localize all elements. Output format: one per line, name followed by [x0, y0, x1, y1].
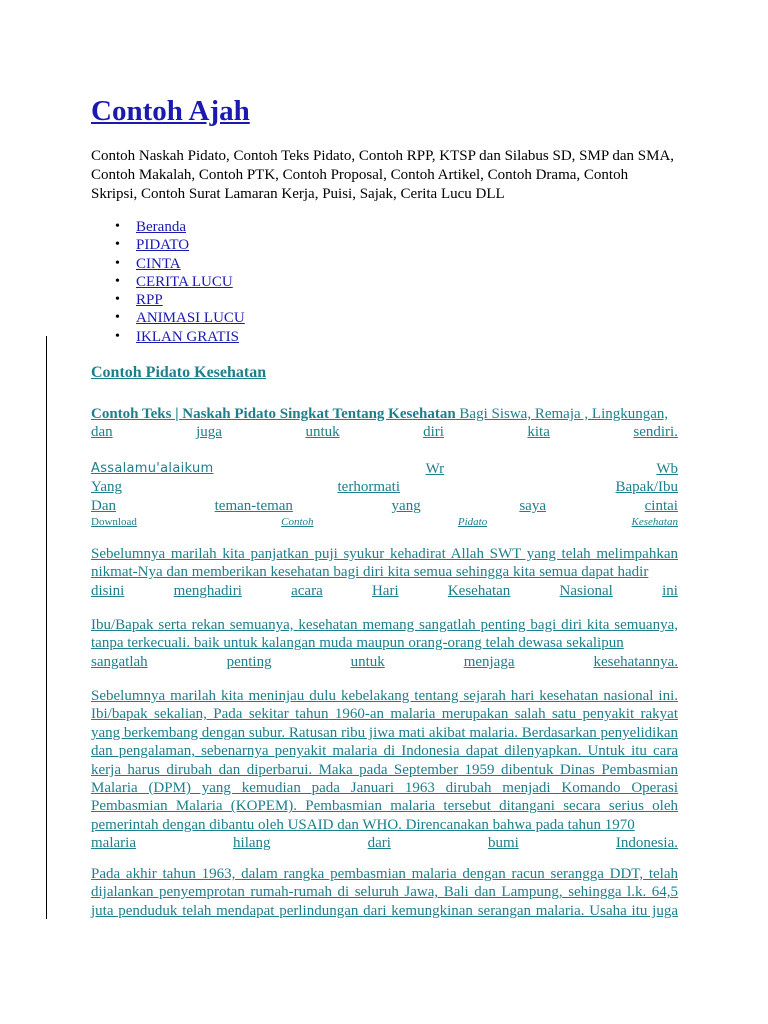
word: Hari — [371, 582, 399, 599]
paragraph-3-last-line — [91, 834, 678, 852]
nav-link-pidato[interactable]: PIDATO — [136, 237, 190, 254]
word: untuk — [305, 424, 340, 441]
paragraph-3-body: Sebelumnya marilah kita meninjau dulu kebelakang tentang sejarah hari kesehatan nasional ini. Ibi/bapak sekalian, Pada sekitar tahun 1960-an malaria merupakan salah satu penyakit rakyat yang berkembang dengan subur. Ratusan ribu jiwa mati akibat malaria. Berdasarkan penyelidikan dan pengalaman, sebenarnya penyakit malaria di Indonesia dapat dilenyapkan. Untuk itu cara kerja harus dirubah dan diperbarui. Maka pada September 1959 dibentuk Dinas Pembasmian Malaria (DPM) yang kemudian pada Januari 1963 dirubah menjadi Komando Operasi Pembasmian Malaria (KOPEM). Pembasmian malaria tersebut ditangani secara serius oleh pemerintah dengan dibantu oleh USAID dan WHO. Direncanakan bahwa pada tahun 1970 — [91, 688, 678, 833]
word: kita — [527, 424, 550, 441]
intro-line-1 — [91, 405, 678, 423]
margin-rule — [46, 336, 47, 919]
paragraph-1-body: Sebelumnya marilah kita panjatkan puji syukur kehadirat Allah SWT yang telah melimpahkan nikmat-Nya dan memberikan kesehatan bagi diri kita semua sehingga kita semua dapat hadir — [91, 546, 678, 581]
word: Indonesia. — [615, 835, 678, 852]
paragraph-4-body: Pada akhir tahun 1963, dalam rangka pembasmian malaria dengan racun serangga DDT, telah dijalankan penyemprotan rumah-rumah di seluruh Jawa, Bali dan Lampung, sehingga l.k. 64,5 juta penduduk telah mendapat perlindungan dari kemungkinan serangan malaria. Usaha itu juga — [91, 866, 678, 919]
paragraph-1-last-line — [91, 582, 678, 600]
nav-link-beranda[interactable]: Beranda — [136, 219, 186, 235]
word: Bapak/Ibu — [615, 479, 678, 496]
intro-bold: Contoh Teks | Naskah Pidato Singkat Tentang Kesehatan — [91, 406, 456, 422]
word: Yang — [91, 479, 122, 496]
greeting-block[interactable] — [91, 460, 678, 530]
word: Wb — [656, 461, 678, 477]
nav-list — [91, 218, 245, 346]
word: teman-teman — [214, 497, 293, 514]
word: Nasional — [559, 582, 613, 599]
word: disini — [91, 582, 125, 599]
word: terhormati — [337, 479, 400, 496]
intro-line-2 — [91, 423, 678, 441]
word: sendiri. — [633, 424, 678, 441]
greeting-line-1 — [91, 460, 678, 478]
word: untuk — [350, 653, 385, 670]
word: Pidato — [457, 516, 488, 529]
intro-rest: Bagi Siswa, Remaja , Lingkungan, — [455, 406, 669, 422]
post-intro[interactable] — [91, 405, 678, 442]
nav-item — [91, 328, 245, 346]
word: kesehatannya. — [593, 653, 678, 670]
nav-link-rpp[interactable]: RPP — [136, 292, 163, 309]
word: Kesehatan — [631, 516, 678, 529]
word: dan — [91, 424, 113, 441]
nav-item — [91, 218, 245, 236]
word: cintai — [644, 497, 678, 514]
word: menghadiri — [173, 582, 242, 599]
site-title[interactable]: Contoh Ajah — [91, 95, 250, 127]
word: Kesehatan — [447, 582, 511, 599]
nav-link-cinta[interactable]: CINTA — [136, 255, 181, 272]
nav-item — [91, 236, 245, 254]
word: sangatlah — [91, 653, 148, 670]
word: saya — [519, 497, 546, 514]
post-title[interactable]: Contoh Pidato Kesehatan — [91, 364, 267, 381]
word: Dan — [91, 497, 116, 514]
word: acara — [291, 582, 323, 599]
word: diri — [423, 424, 444, 441]
word: menjaga — [463, 653, 515, 670]
nav-link-animasi-lucu[interactable]: ANIMASI LUCU — [136, 310, 245, 327]
site-description: Contoh Naskah Pidato, Contoh Teks Pidato, Contoh RPP, KTSP dan Silabus SD, SMP dan SMA, Contoh Makalah, Contoh PTK, Contoh Proposal, Contoh Artikel, Contoh Drama, Contoh Skripsi, Contoh Surat Lamaran Kerja, Puisi, Sajak, Cerita Lucu DLL — [91, 148, 675, 202]
paragraph-2-body: Ibu/Bapak serta rekan semuanya, kesehatan memang sangatlah penting bagi diri kita semuanya, tanpa terkecuali. baik untuk kalangan muda maupun orang-orang telah dewasa sekalipun — [91, 617, 678, 652]
paragraph-2-last-line — [91, 653, 678, 671]
download-line[interactable] — [91, 515, 678, 530]
nav-link-cerita-lucu[interactable]: CERITA LUCU — [136, 273, 233, 290]
paragraph-1[interactable] — [91, 545, 678, 600]
greeting-line-2 — [91, 478, 678, 496]
word: Download — [91, 516, 137, 529]
word: ini — [662, 582, 678, 599]
word: hilang — [233, 835, 271, 852]
greeting-line-3 — [91, 497, 678, 515]
nav-item — [91, 255, 245, 273]
word: Assalamu'alaikum — [91, 461, 214, 476]
nav-item — [91, 273, 245, 291]
paragraph-4[interactable] — [91, 865, 678, 920]
word: Contoh — [281, 516, 314, 529]
nav-link-iklan-gratis[interactable]: IKLAN GRATIS — [136, 328, 239, 345]
paragraph-3[interactable] — [91, 687, 678, 853]
word: malaria — [91, 835, 136, 852]
paragraph-2[interactable] — [91, 616, 678, 671]
word: Wr — [425, 461, 445, 477]
word: dari — [367, 835, 391, 852]
nav-item — [91, 309, 245, 327]
nav-item — [91, 291, 245, 309]
word: yang — [391, 497, 421, 514]
word: penting — [226, 653, 272, 670]
word: juga — [196, 424, 222, 441]
word: bumi — [488, 835, 519, 852]
